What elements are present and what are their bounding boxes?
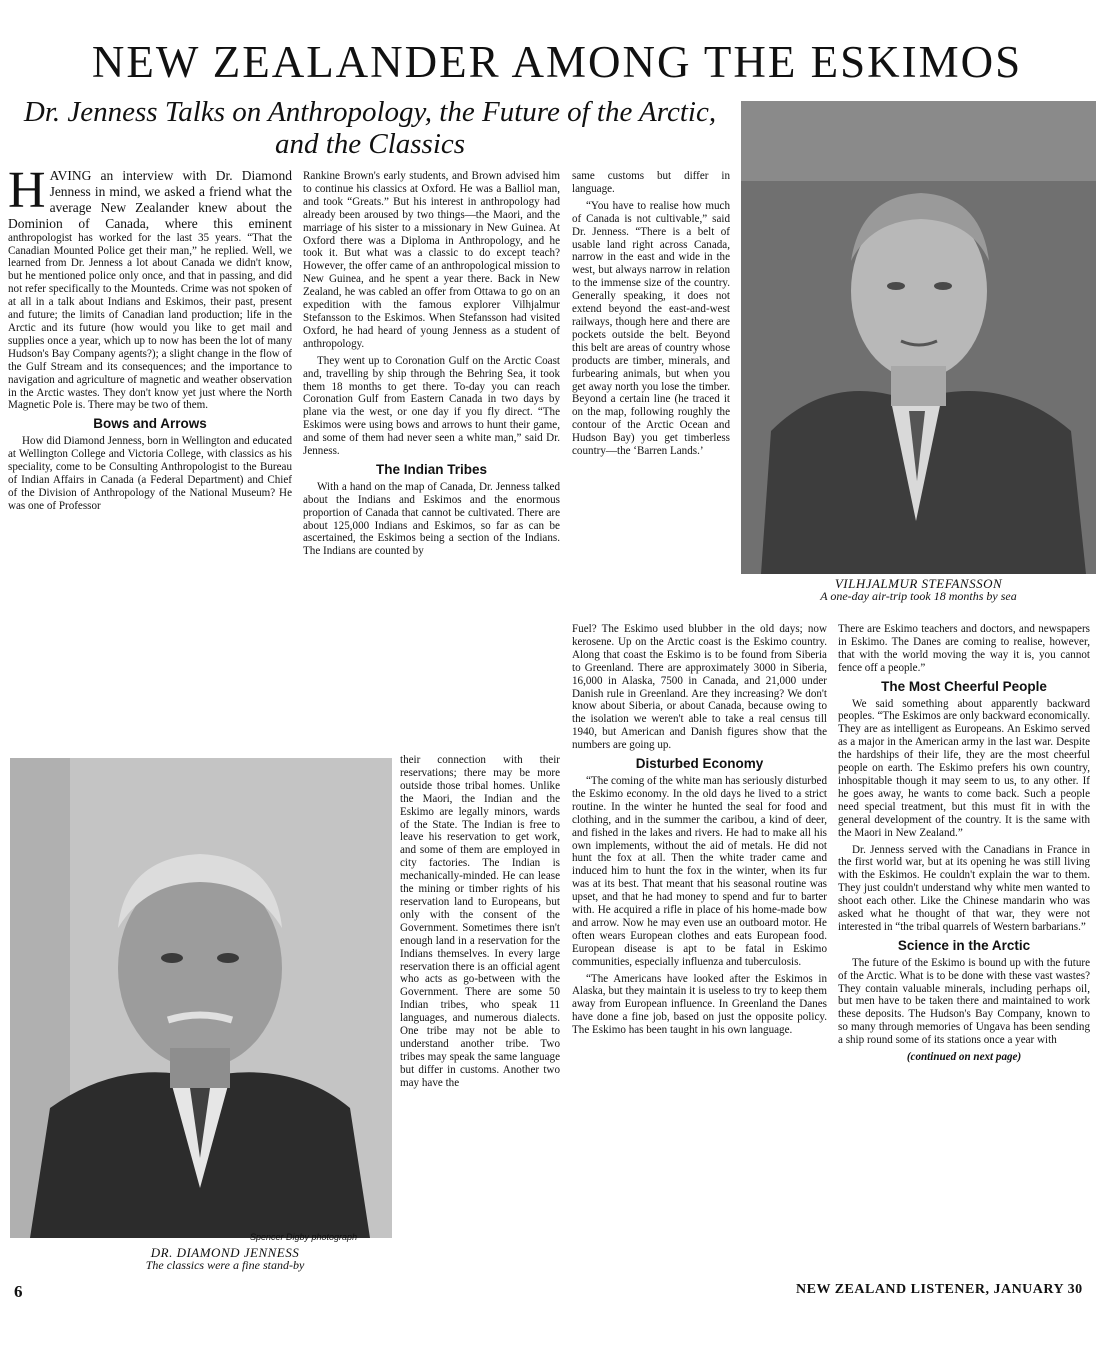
caption-name: DR. DIAMOND JENNESS [150,1245,300,1260]
section-heading: Bows and Arrows [93,416,207,432]
column-4 [838,623,1090,1068]
caption-text: The classics were a fine stand-by [145,1258,305,1272]
caption-name: VILHJALMUR STEFANSSON [834,576,1003,591]
paragraph: Dr. Jenness served with the Canadians in France in the first world war, but at its opening he was still living with the Eskimos. He couldn't explain the war to them. They just couldn't understand why white men wanted to shoot each other. Like the Chinese mandarin who was asked what he thought of that war, they were not interested in “the tribal quarrels of Western barbarians.” [838,843,1090,933]
paragraph: their connection with their reservations; there may be more outside those tribal homes. Unlike the Maori, the Indian and the Eskimo are legally minors, wards of the State. The Indian is free to leave his reservation to get work, and some of them are employed in city factories. The Indian is mechanically-minded. He can lease the mining or timber rights of his reservation land to Europeans, but only with the consent of the Government. Sometimes there isn't enough land in a reservation for the Indians themselves. In every large reservation there is an official agent who acts as go-between with the Government. There are some 50 Indian tribes, who speak 11 languages, and numerous dialects. One tribe may not be able to understand another tribe. Two tribes may speak the same language but differ in customs. Another two may have the [400,754,560,1089]
section-heading: The Most Cheerful People [881,678,1047,694]
stefansson-caption [741,577,1096,603]
jenness-caption [10,1246,440,1272]
paragraph: How did Diamond Jenness, born in Wellington and educated at Wellington College and Victoria College, with classics as his speciality, come to be Consulting Anthropologist to the Bureau of Indian Affairs in Canada (a Federal Department) and Chief of the Division of Anthropology of the National Museum? He was one of Professor [8,435,292,512]
paragraph: Rankine Brown's early students, and Brown advised him to continue his classics at Oxford. He was a Balliol man, and took “Greats.” But his interest in anthropology had already been aroused by two things—the Maori, and the marriage of his sister to a missionary in New Guinea. At Oxford there was a Diploma in Anthropology, and he took it. But what was a classic to do except teach? However, the offer came of an anthropological mission to New Guinea, and he spent a year there. Back in New Zealand, he was cabled an offer from Ottawa to go on an expedition with the famous explorer Vilhjalmur Stefansson to the Eskimos. When Stefansson had visited Oxford, he had heard of young Jenness as a student of anthropology. [303,170,560,350]
paragraph: “The coming of the white man has seriously disturbed the Eskimo economy. In the old days he lived to a strict routine. In the winter he hunted the seal for food and clothing, and in the summer the caribou, a kind of deer, and fished in the lakes and rivers. He had to make all his own implements, without the aid of metals. He did not hunt the fox at all. Then the white trader came and induced him to hunt the fox in the winter, when its fur was at its best. That meant that his seasonal routine was upset, and that he had money to spend and fur to barter with. He acquired a rifle in place of his home-made bow and arrow. Now he may even use an outboard motor. He often wears European clothes and eats European food. European disease is apt to be fatal in Eskimo communities, especially influenza and tuberculosis. [572,774,827,968]
jenness-photo [10,758,392,1238]
lead-paragraph [8,162,292,412]
column-2-continued [400,754,560,1094]
caption-text: A one-day air-trip took 18 months by sea [820,589,1017,603]
paragraph: same customs but differ in language. [572,170,730,195]
paragraph: We said something about apparently backward peoples. “The Eskimos are only backward economically. They are as intelligent as Europeans. An Eskimo served as a major in the American army in the last war. Despite the hardships of their life, they are the most cheerful people on earth. The Eskimo prefers his own country, inhospitable though it may seem to us, to any other. If he goes away, he wants to come back. Such a people need special treatment, but this must fit in with the general development of the country. It is the same with the Maori in New Zealand.” [838,697,1090,839]
column-2 [303,170,560,562]
section-heading: Disturbed Economy [635,756,764,772]
photo-credit: Spencer Digby photograph [250,1232,358,1242]
paragraph: The future of the Eskimo is bound up with the future of the Arctic. What is to be done with these vast wastes? They contain valuable minerals, including perhaps oil, but men have to be taken there and maintained to work these deposits. The Hudson's Bay Company, known to so many through memories of Ungava has been sending a ship round some of its stations once a year with [838,956,1090,1047]
section-heading: The Indian Tribes [375,461,488,477]
section-heading: Science in the Arctic [897,937,1031,953]
article-title: NEW ZEALANDER AMONG THE ESKIMOS [91,37,1023,87]
publication-line: NEW ZEALAND LISTENER, JANUARY 30 [796,1282,1083,1297]
portrait-illustration [741,101,1096,574]
paragraph: There are Eskimo teachers and doctors, and newspapers in Eskimo. The Danes are coming to realise, however, that with the world moving the way it is, you cannot fence off a people.” [838,623,1090,674]
paragraph: They went up to Coronation Gulf on the Arctic Coast and, travelling by ship through the Behring Sea, it took them 18 months to get there. To-day you can reach Coronation Gulf from Eastern Canada in two days by plane via the west, or one day if you fly direct. “The Eskimos were using bows and arrows to hunt their game, and some of them had never seen a white man,” said Dr. Jenness. [303,354,560,458]
column-3 [572,170,730,462]
column-1 [8,162,292,517]
column-3-continued [572,623,827,1041]
paragraph: anthropologist has worked for the last 35 years. “That the Canadian Mounted Police get their man,” he replied. Well, we learned from Dr. Jenness a lot about Canada we didn't know, but he mentioned police only once, and that in passing, and did not refer specifically to the Mounteds. Crime was not spoken of at all in a talk about Indians and Eskimos, their past, present and future; the limits of Canadian land production; life in the Arctic and its future (how would you like to get mail and supplies once a year, which up to now has been the lot of many Hudson's Bay Company agents?); a slight change in the flow of the Gulf Stream and its consequences; and the importance to navigation and agriculture of magnetic and weather observation in the Arctic wastes. They don't know yet just where the North Magnetic Pole is. There may be two of them. [8,231,292,412]
paragraph: “The Americans have looked after the Eskimos in Alaska, but they maintain it is useless to try to keep them away from European influence. In Greenland the Danes have done a fine job, based on just the opposite policy. The Eskimo has been taught in his own language. [572,972,827,1037]
page-number: 6 [14,1282,23,1301]
paragraph: “You have to realise how much of Canada is not cultivable,” said Dr. Jenness. “There is a belt of usable land right across Canada, narrow in the east and wide in the west, but always narrow in relation to the immense size of the country. Generally speaking, it does not extend beyond the east-and-west railways, though here and there are pockets outside the belt. Beyond this belt are areas of country whose products are timber, minerals, and furbearing animals, but when you get away north you lose the timber. Beyond a certain line (he traced it on the map, following roughly the contour of the Arctic Ocean and Hudson Bay) you get timberless country—the ‘Barren Lands.’ [572,199,730,458]
continued-note: (continued on next page) [906,1051,1022,1064]
lead-text: AVING an interview with Dr. Diamond Jenness in mind, we asked a friend what the average New Zealander knew about the Dominion of Canada, where this eminent [8,168,292,231]
drop-cap: H [8,162,46,219]
stefansson-photo [741,101,1096,574]
article-subtitle: Dr. Jenness Talks on Anthropology, the Future of the Arctic, and the Classics [23,96,717,160]
paragraph: With a hand on the map of Canada, Dr. Jenness talked about the Indians and Eskimos and the enormous proportion of Canada that cannot be cultivated. There are about 125,000 Indians and Eskimos, so far as can be ascertained, the Eskimos being a section of the Indians. The Indians are counted by [303,480,560,558]
paragraph: Fuel? The Eskimo used blubber in the old days; now kerosene. Up on the Arctic coast is the Eskimo country. Along that coast the Eskimo is to be found from Siberia to Greenland. There are approximately 3000 in Siberia, 16,000 in Alaska, 7500 in Canada, and 21,000 under Danish rule in Greenland. Are they increasing? We don't know about Siberia, or about Canada, because owing to the isolation we weren't able to take a real census till 1940, but American and Danish figures show that the numbers are going up. [572,623,827,752]
portrait-illustration [10,758,392,1238]
